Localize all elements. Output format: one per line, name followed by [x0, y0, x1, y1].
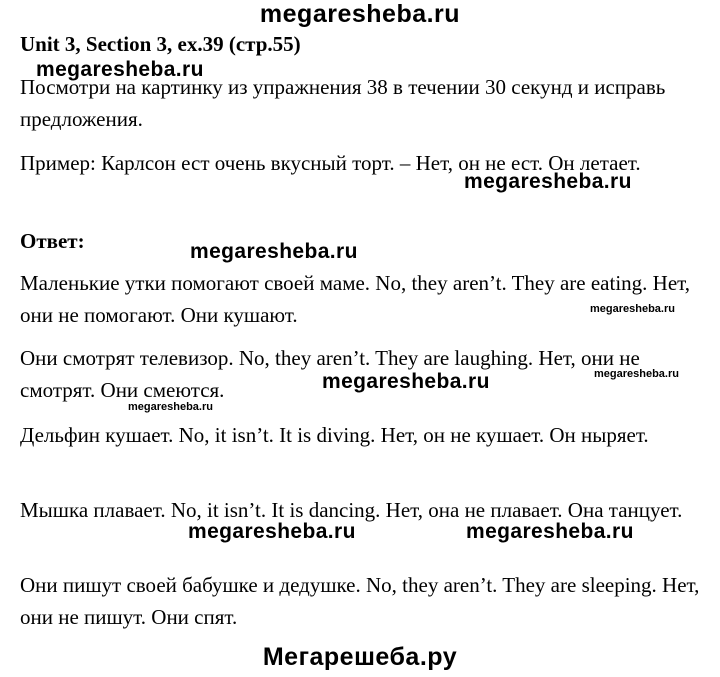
- watermark-inline: megaresheba.ru: [36, 58, 204, 81]
- watermark-inline: megaresheba.ru: [322, 370, 490, 393]
- watermark-small: megaresheba.ru: [594, 368, 679, 380]
- watermark-bottom: Мегарешеба.ру: [262, 643, 458, 671]
- watermark-inline: megaresheba.ru: [464, 170, 632, 193]
- watermark-inline: megaresheba.ru: [190, 240, 358, 263]
- answer-item: Они смотрят телевизор. No, they aren’t. They are laughing. Нет, они не смотрят. Они смеются.: [20, 346, 640, 402]
- instruction-text: Посмотри на картинку из упражнения 38 в течении 30 секунд и исправь предложения.: [20, 75, 666, 131]
- watermark-small: megaresheba.ru: [590, 303, 675, 315]
- example-text: Пример: Карлсон ест очень вкусный торт. – Нет, он не ест. Он летает.: [20, 151, 641, 175]
- answer-item: Дельфин кушает. No, it isn’t. It is diving. Нет, он не кушает. Он ныряет.: [20, 423, 649, 447]
- answer-item: Они пишут своей бабушке и дедушке. No, they aren’t. They are sleeping. Нет, они не пишут. Они спят.: [20, 573, 700, 629]
- watermark-top: megaresheba.ru: [259, 0, 461, 28]
- watermark-small: megaresheba.ru: [128, 401, 213, 413]
- answer-item: Мышка плавает. No, it isn’t. It is dancing. Нет, она не плавает. Она танцует.: [20, 498, 683, 522]
- answer-item: Маленькие утки помогают своей маме. No, they aren’t. They are eating. Нет, они не помогают. Они кушают.: [20, 271, 691, 327]
- watermark-inline: megaresheba.ru: [466, 520, 634, 543]
- answer-label: Ответ:: [20, 229, 85, 253]
- watermark-inline: megaresheba.ru: [188, 520, 356, 543]
- exercise-heading: Unit 3, Section 3, ex.39 (стр.55): [20, 32, 301, 56]
